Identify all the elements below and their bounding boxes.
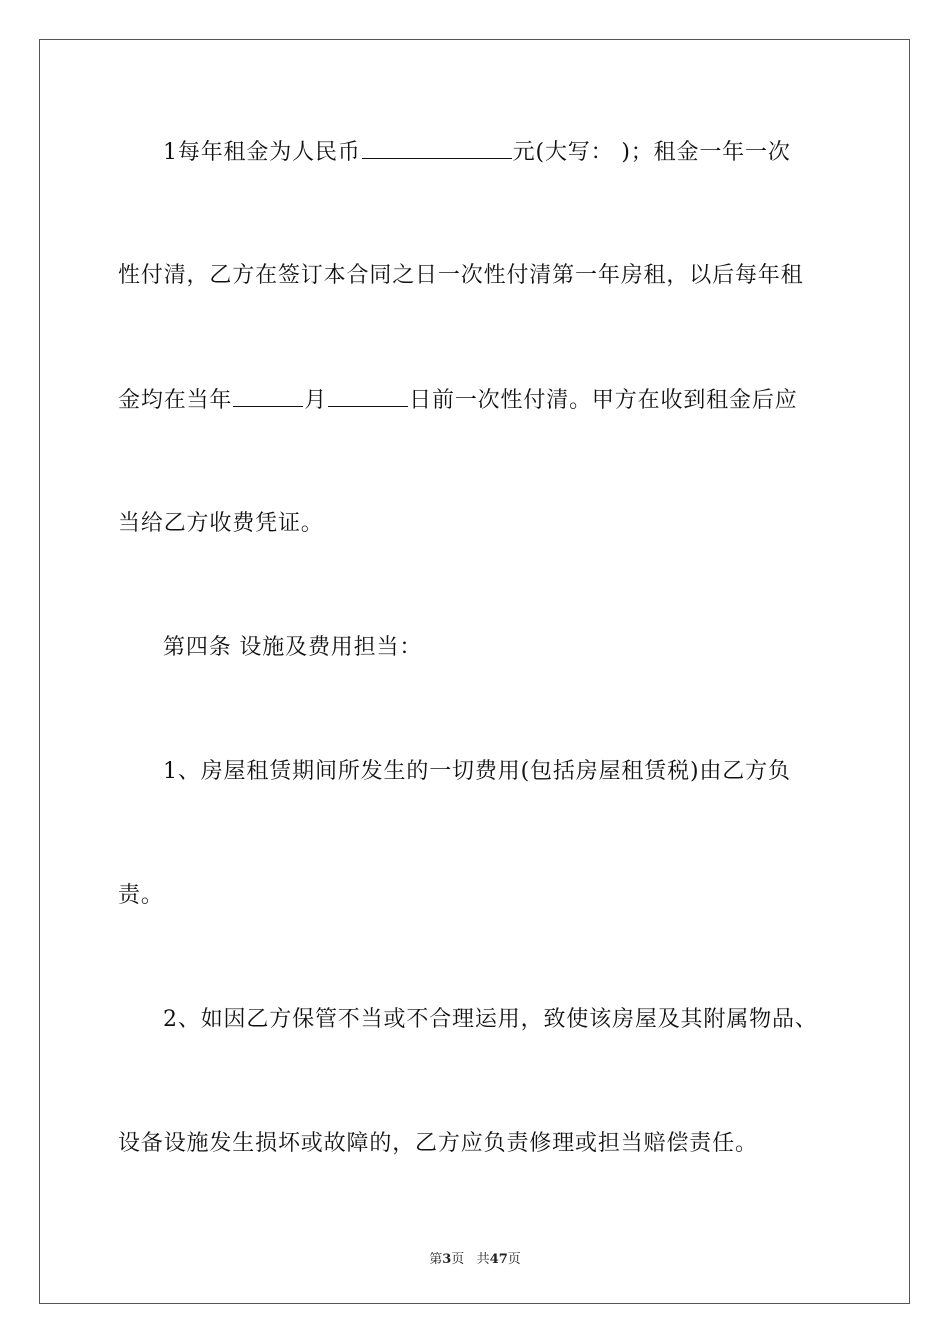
fill-blank-amount [362,138,512,159]
paragraph-line-8: 2、如因乙方保管不当或不合理运用，致使该房屋及其附属物品、 [163,1007,818,1032]
paragraph-line-2: 性付清，乙方在签订本合同之日一次性付清第一年房租，以后每年租 [118,263,804,288]
text-segment: 日前一次性付清。甲方在收到租金后应 [409,388,798,413]
paragraph-line-6: 1、房屋租赁期间所发生的一切费用(包括房屋租赁税)由乙方负 [163,759,791,784]
fill-blank-month [233,386,303,407]
fill-blank-day [328,386,408,407]
text-segment: 元(大写： )；租金一年一次 [512,140,791,165]
page-footer [0,1248,950,1267]
paragraph-line-4: 当给乙方收费凭证。 [118,511,324,536]
footer-prefix: 第 [429,1252,443,1267]
text-segment: 月 [304,388,328,413]
footer-total-unit: 页 [507,1252,521,1267]
text-segment: 1每年租金为人民币 [163,140,361,165]
total-page-count: 47 [489,1252,508,1267]
text-segment: 金均在当年 [118,388,233,413]
paragraph-line-9: 设备设施发生损坏或故障的，乙方应负责修理或担当赔偿责任。 [118,1131,758,1156]
page-border [39,39,910,1304]
paragraph-line-7: 责。 [118,883,164,908]
section-heading: 第四条 设施及费用担当： [163,635,423,660]
paragraph-line-3 [118,386,798,415]
footer-page-unit: 页 [451,1252,465,1267]
current-page-number: 3 [442,1252,452,1267]
paragraph-line-1 [163,138,791,167]
footer-total-prefix: 共 [476,1252,490,1267]
